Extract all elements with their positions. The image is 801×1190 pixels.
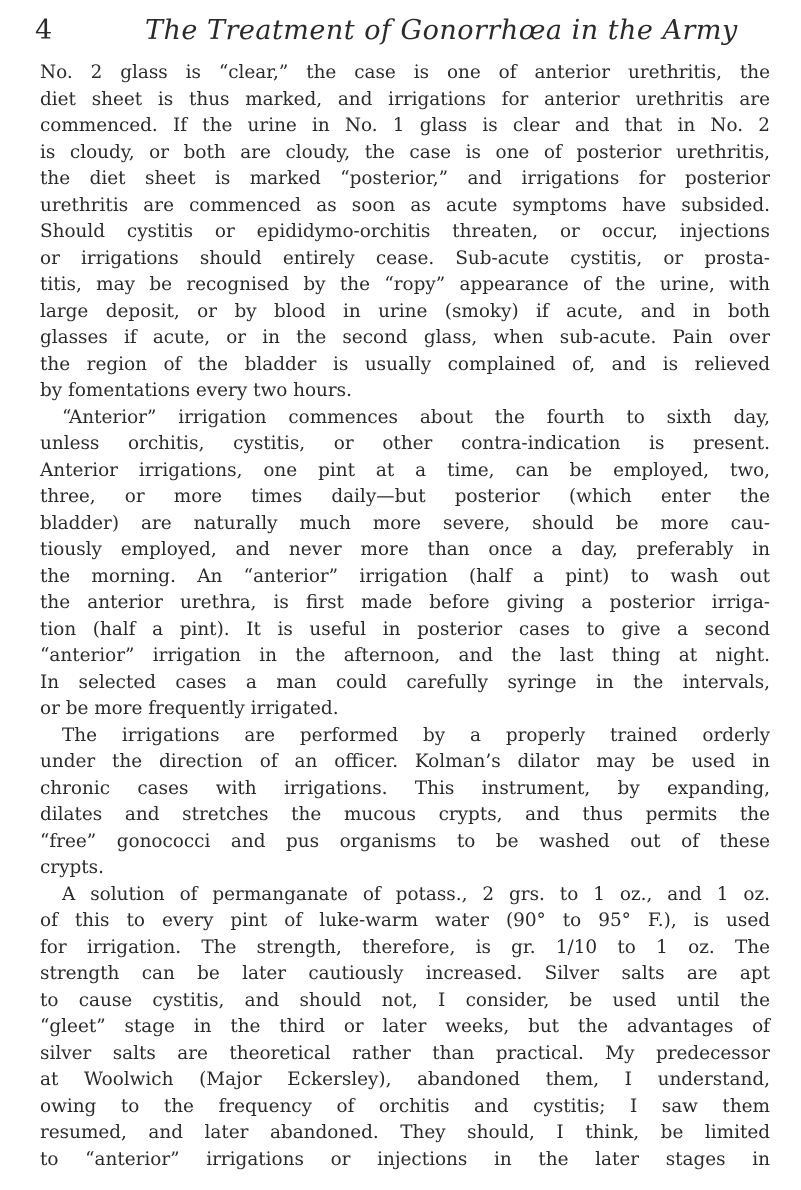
text-line: No. 2 glass is “clear,” the case is one of anterior urethritis, the: [40, 62, 770, 83]
text-line: to “anterior” irrigations or injections in the later stages in: [40, 1148, 770, 1170]
text-line: resumed, and later abandoned. They should, I think, be limited: [40, 1122, 770, 1143]
page-header: [35, 6, 770, 56]
text-line: for irrigation. The strength, therefore, is gr. 1/10 to 1 oz. The: [40, 936, 770, 958]
text-line: owing to the frequency of orchitis and cystitis; I saw them: [40, 1095, 770, 1117]
text-line: crypts.: [40, 857, 104, 878]
text-line: unless orchitis, cystitis, or other contra-indication is present.: [40, 433, 770, 454]
text-line: urethritis are commenced as soon as acute symptoms have subsided.: [40, 194, 770, 216]
text-line: the morning. An “anterior” irrigation (half a pint) to wash out: [40, 565, 770, 587]
text-line: diet sheet is thus marked, and irrigations for anterior urethritis are: [40, 88, 770, 110]
text-line: the diet sheet is marked “posterior,” and irrigations for posterior: [40, 168, 770, 189]
text-line: The irrigations are performed by a properly trained orderly: [62, 724, 770, 746]
text-line: titis, may be recognised by the “ropy” appearance of the urine, with: [40, 274, 770, 295]
text-line: dilates and stretches the mucous crypts, and thus permits the: [40, 804, 770, 825]
text-line: “free” gonococci and pus organisms to be washed out of these: [40, 830, 770, 852]
text-line: “gleet” stage in the third or later weeks, but the advantages of: [40, 1016, 770, 1037]
text-line: the region of the bladder is usually complained of, and is relieved: [40, 353, 770, 375]
text-line: large deposit, or by blood in urine (smoky) if acute, and in both: [40, 300, 770, 322]
text-line: or irrigations should entirely cease. Sub-acute cystitis, or prosta-: [40, 247, 770, 269]
text-line: is cloudy, or both are cloudy, the case is one of posterior urethritis,: [40, 141, 770, 163]
running-title: The Treatment of Gonorrhœa in the Army: [145, 15, 738, 46]
text-line: under the direction of an officer. Kolman’s dilator may be used in: [40, 751, 770, 772]
text-line: Should cystitis or epididymo-orchitis threaten, or occur, injections: [40, 221, 770, 242]
text-line: “anterior” irrigation in the afternoon, and the last thing at night.: [40, 645, 770, 666]
text-line: to cause cystitis, and should not, I consider, be used until the: [40, 989, 770, 1011]
text-line: Anterior irrigations, one pint at a time, can be employed, two,: [40, 459, 770, 481]
text-line: by fomentations every two hours.: [40, 380, 352, 401]
text-line: strength can be later cautiously increased. Silver salts are apt: [40, 963, 770, 984]
text-line: chronic cases with irrigations. This instrument, by expanding,: [40, 777, 770, 799]
text-line: “Anterior” irrigation commences about the fourth to sixth day,: [62, 406, 770, 428]
text-line: tion (half a pint). It is useful in posterior cases to give a second: [40, 618, 770, 640]
text-line: three, or more times daily—but posterior (which enter the: [40, 486, 770, 507]
body-text: [40, 60, 770, 1173]
text-line: A solution of permanganate of potass., 2 grs. to 1 oz., and 1 oz.: [62, 883, 770, 905]
text-line: commenced. If the urine in No. 1 glass is clear and that in No. 2: [40, 115, 770, 136]
text-line: silver salts are theoretical rather than practical. My predecessor: [40, 1042, 770, 1064]
text-line: of this to every pint of luke-warm water (90° to 95° F.), is used: [40, 910, 770, 931]
text-line: glasses if acute, or in the second glass, when sub-acute. Pain over: [40, 327, 770, 348]
text-line: or be more frequently irrigated.: [40, 698, 339, 719]
page-number: 4: [35, 15, 53, 46]
text-line: In selected cases a man could carefully syringe in the intervals,: [40, 671, 770, 693]
text-line: bladder) are naturally much more severe, should be more cau-: [40, 512, 770, 534]
text-line: the anterior urethra, is first made before giving a posterior irriga-: [40, 592, 770, 613]
text-line: tiously employed, and never more than once a day, preferably in: [40, 539, 770, 560]
text-line: at Woolwich (Major Eckersley), abandoned them, I understand,: [40, 1069, 770, 1090]
